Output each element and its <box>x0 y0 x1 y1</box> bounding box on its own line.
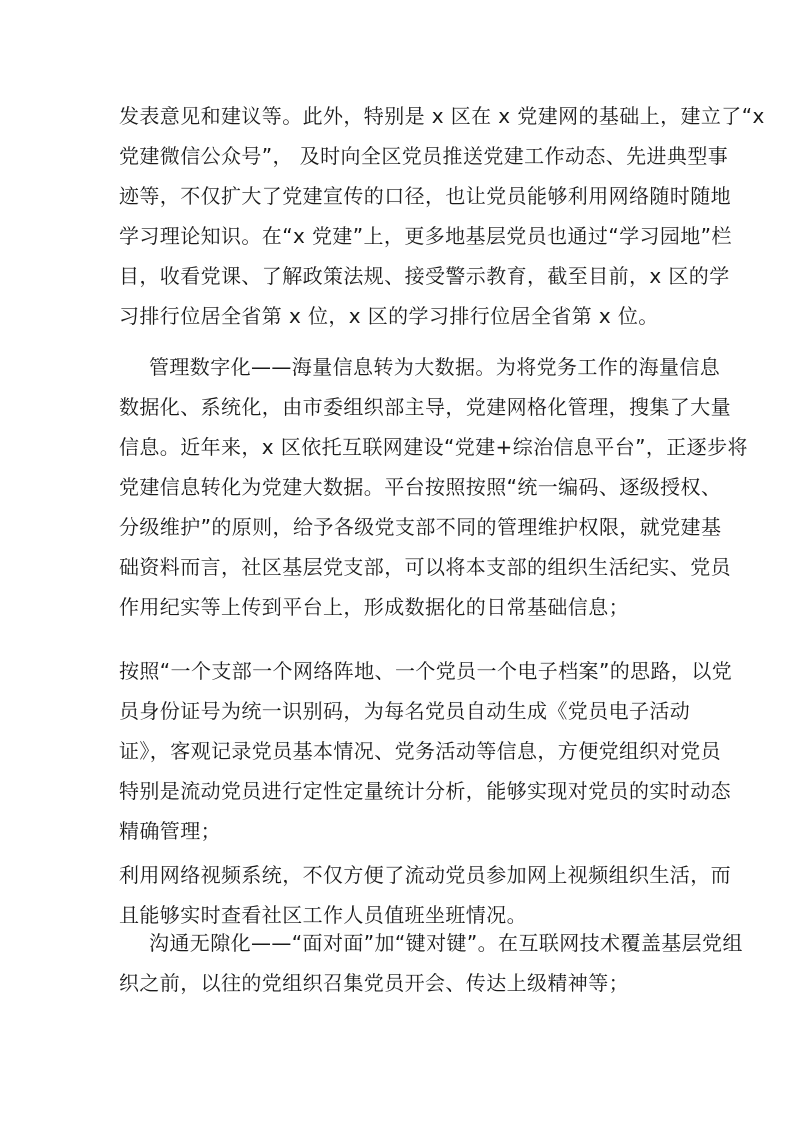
text-line: 且能够实时查看社区工作人员值班坐班情况。 <box>119 903 527 927</box>
paragraph-publicity <box>119 96 765 336</box>
text-line: 迹等，不仅扩大了党建宣传的口径，也让党员能够利用网络随时随地 <box>119 184 731 208</box>
text-line: 员身份证号为统一识别码，为每名党员自动生成《党员电子活动 <box>119 699 691 723</box>
text-line: 利用网络视频系统，不仅方便了流动党员参加网上视频组织生活，而 <box>119 863 731 887</box>
text-line: 党建信息转化为党建大数据。平台按照按照“统一编码、逐级授权、 <box>119 475 722 499</box>
text-line: 信息。近年来，x 区依托互联网建设“党建+综治信息平台”，正逐步将 <box>119 435 748 459</box>
paragraph-digital-management <box>119 347 748 627</box>
text-line: 沟通无隙化——“面对面”加“键对键”。在互联网技术覆盖基层党组 <box>149 931 743 955</box>
text-line: 发表意见和建议等。此外，特别是 x 区在 x 党建网的基础上，建立了“x <box>119 104 765 128</box>
text-line: 作用纪实等上传到平台上，形成数据化的日常基础信息； <box>119 595 629 619</box>
paragraph-electronic-archive <box>119 651 733 851</box>
text-line: 按照“一个支部一个网络阵地、一个党员一个电子档案”的思路，以党 <box>119 659 733 683</box>
text-line: 目，收看党课、了解政策法规、接受警示教育，截至目前，x 区的学 <box>119 264 730 288</box>
paragraph-seamless-communication <box>119 923 743 1003</box>
text-line: 证》，客观记录党员基本情况、党务活动等信息，方便党组织对党员 <box>119 739 721 763</box>
text-line: 学习理论知识。在“x 党建”上，更多地基层党员也通过“学习园地”栏 <box>119 224 732 248</box>
text-line: 织之前，以往的党组织召集党员开会、传达上级精神等； <box>119 971 629 995</box>
text-line: 数据化、系统化，由市委组织部主导，党建网格化管理，搜集了大量 <box>119 395 731 419</box>
text-line: 分级维护”的原则，给予各级党支部不同的管理维护权限，就党建基 <box>119 515 722 539</box>
text-line: 管理数字化——海量信息转为大数据。为将党务工作的海量信息 <box>149 355 721 379</box>
text-line: 精确管理； <box>119 819 221 843</box>
text-line: 特别是流动党员进行定性定量统计分析，能够实现对党员的实时动态 <box>119 779 731 803</box>
text-line: 习排行位居全省第 x 位，x 区的学习排行位居全省第 x 位。 <box>119 304 659 328</box>
text-line: 础资料而言，社区基层党支部，可以将本支部的组织生活纪实、党员 <box>119 555 731 579</box>
text-line: 党建微信公众号”， 及时向全区党员推送党建工作动态、先进典型事 <box>119 144 729 168</box>
